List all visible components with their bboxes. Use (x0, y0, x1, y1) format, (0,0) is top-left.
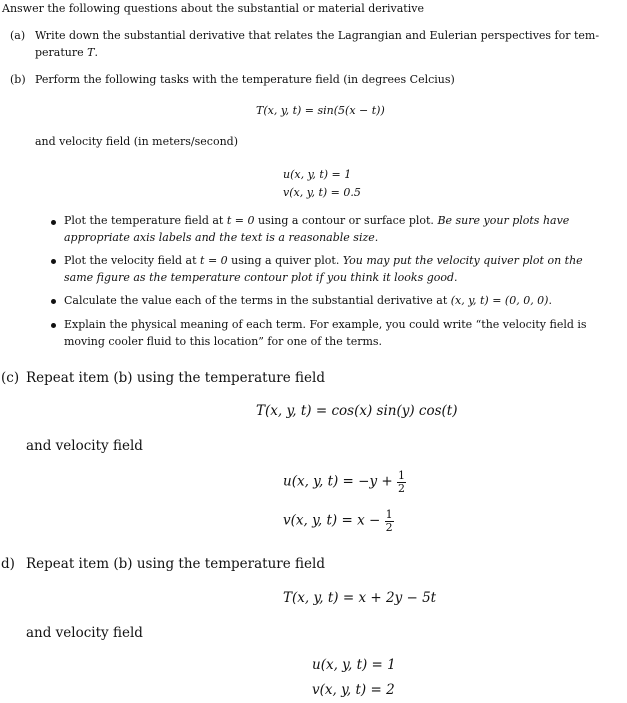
part-a-label: (a) (10, 29, 26, 42)
part-d-v-equation: v(x, y, t) = 2 (312, 682, 395, 698)
part-c-label: (c) (1, 370, 20, 386)
part-c-v-equation: v(x, y, t) = x − $\frac{1}{2}$ (283, 508, 393, 534)
part-d-velocity-intro: and velocity field (26, 625, 143, 641)
part-c-velocity-intro: and velocity field (26, 438, 143, 454)
bullet-dot (51, 259, 56, 264)
part-c-text: Repeat item (b) using the temperature field (26, 370, 325, 386)
intro-text: Answer the following questions about the substantial or material derivative (2, 2, 424, 15)
bullet-dot (51, 299, 56, 304)
part-b-velocity-intro: and velocity field (in meters/second) (35, 135, 238, 148)
part-b-v-equation: v(x, y, t) = 0.5 (283, 186, 361, 199)
bullet-2-line1: Plot the velocity field at t = 0 using a quiver plot. You may put the velocity quiver plot on the (64, 254, 583, 267)
part-d-temperature-equation: T(x, y, t) = x + 2y − 5t (283, 590, 437, 606)
bullet-2-line2: same figure as the temperature contour plot if you think it looks good. (64, 271, 458, 284)
bullet-dot (51, 323, 56, 328)
part-b-u-equation: u(x, y, t) = 1 (283, 168, 352, 181)
bullet-4-line1: Explain the physical meaning of each term. For example, you could write “the velocity field is (64, 318, 587, 331)
part-b-text: Perform the following tasks with the temperature field (in degrees Celcius) (35, 73, 455, 86)
part-b-label: (b) (10, 73, 26, 86)
part-c-temperature-equation: T(x, y, t) = cos(x) sin(y) cos(t) (256, 403, 458, 419)
part-d-label: d) (1, 556, 15, 572)
part-d-text: Repeat item (b) using the temperature field (26, 556, 325, 572)
bullet-1-line1: Plot the temperature field at t = 0 using a contour or surface plot. Be sure your plots have (64, 214, 570, 227)
part-c-u-equation: u(x, y, t) = −y + $\frac{1}{2}$ (283, 469, 405, 495)
bullet-3-line1: Calculate the value each of the terms in the substantial derivative at (x, y, t) = (0, 0, 0). (64, 294, 552, 307)
bullet-1-line2: appropriate axis labels and the text is a reasonable size. (64, 231, 379, 244)
part-d-u-equation: u(x, y, t) = 1 (312, 657, 396, 673)
bullet-4-line2: moving cooler fluid to this location” for one of the terms. (64, 335, 383, 348)
part-b-temperature-equation: T(x, y, t) = sin(5(x − t)) (256, 104, 385, 117)
part-a-line1: Write down the substantial derivative that relates the Lagrangian and Eulerian perspectives for tem- (35, 29, 600, 42)
part-a-line2: perature T. (35, 46, 98, 59)
bullet-dot (51, 220, 56, 225)
